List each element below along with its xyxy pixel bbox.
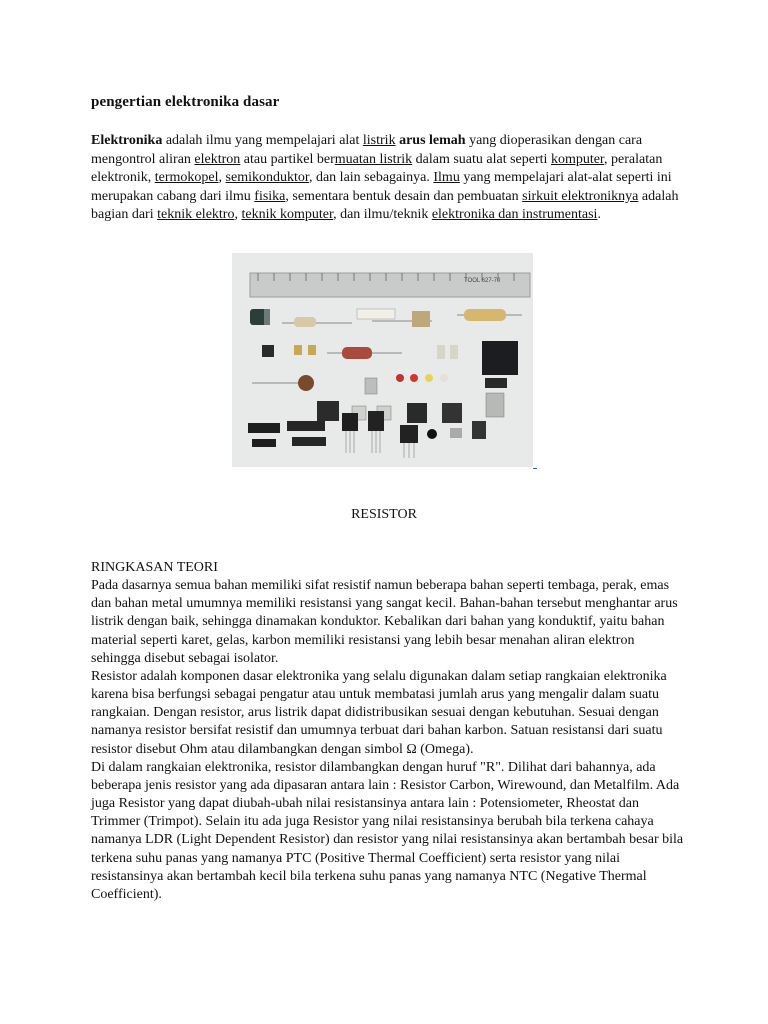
components-illustration bbox=[232, 253, 533, 467]
term-link[interactable]: teknik elektro bbox=[157, 207, 235, 223]
term-link[interactable]: sirkuit elektroniknya bbox=[522, 188, 639, 204]
section-heading: RESISTOR bbox=[351, 507, 417, 522]
theory-paragraph-2: Resistor adalah komponen dasar elektronika yang selalu digunakan dalam setiap rangkaian elektronika karena bisa berfungsi sebagai pengatur atau untuk membatasi jumlah arus yang mengalir dalam suatu rangkaian. Dengan resistor, arus listrik dapat didistribusikan sesuai dengan kebutuhan. Sesuai dengan namanya resistor bersifat resistif dan umumnya terbuat dari bahan karbon. Satuan resistansi dari suatu resistor disebut Ohm atau dilambangkan dengan simbol Ω (Omega). bbox=[91, 668, 667, 757]
intro-text: . bbox=[597, 207, 601, 223]
ruler-label: TOOL 627-70 bbox=[464, 278, 501, 284]
term-link[interactable]: semikonduktor bbox=[225, 170, 309, 186]
theory-paragraph-1: Pada dasarnya semua bahan memiliki sifat resistif namun beberapa bahan seperti tembaga, perak, emas dan bahan metal umumnya memiliki resistansi yang sangat kecil. Bahan-bahan tersebut menghantar arus listrik dengan baik, sehingga dinamakan konduktor. Kebalikan dari bahan yang konduktif, yaitu bahan material seperti karet, gelas, karbon memiliki resistansi yang lebih besar menahan aliran elektron sehingga disebut sebagai isolator. bbox=[91, 578, 678, 666]
intro-text: , bbox=[218, 170, 226, 186]
term-link[interactable]: listrik bbox=[362, 133, 396, 148]
term-link[interactable]: muatan listrik bbox=[334, 151, 413, 167]
intro-text: adalah bagian dari bbox=[91, 188, 679, 223]
image-link[interactable] bbox=[533, 456, 537, 469]
electronic-components-photo bbox=[232, 253, 533, 467]
bold-term: arus lemah bbox=[399, 133, 466, 148]
intro-text: yang dioperasikan dengan cara mengontrol aliran bbox=[91, 133, 643, 167]
intro-text: , dan lain sebagainya. bbox=[308, 170, 434, 186]
term-link[interactable]: elektronika dan instrumentasi bbox=[431, 207, 598, 223]
intro-text: , bbox=[234, 207, 242, 223]
bold-term: Elektronika bbox=[91, 133, 163, 148]
intro-text: dalam suatu alat seperti bbox=[412, 151, 551, 167]
intro-text: , sementara bentuk desain dan pembuatan bbox=[285, 188, 523, 204]
term-link[interactable]: teknik komputer bbox=[241, 207, 334, 223]
intro-text: adalah ilmu yang mempelajari alat bbox=[162, 133, 363, 148]
intro-text: atau partikel ber bbox=[240, 151, 335, 167]
term-link[interactable]: komputer bbox=[550, 151, 605, 167]
article-title: pengertian elektronika dasar bbox=[91, 94, 280, 110]
term-link[interactable]: termokopel bbox=[154, 170, 219, 186]
term-link[interactable]: elektron bbox=[194, 151, 241, 167]
intro-text: , dan ilmu/teknik bbox=[333, 207, 432, 223]
term-link[interactable]: Ilmu bbox=[433, 170, 460, 186]
intro-text: yang mempelajari alat-alat seperti ini merupakan cabang dari ilmu bbox=[91, 170, 672, 204]
intro-text: , peralatan elektronik, bbox=[91, 151, 663, 186]
theory-paragraph-3: Di dalam rangkaian elektronika, resistor dilambangkan dengan huruf "R". Dilihat dari bahannya, ada beberapa jenis resistor yang ada dipasaran antara lain : Resistor Carbon, Wirewound, dan Metalfilm. Ada juga Resistor yang dapat diubah-ubah nilai resistansinya antara lain : Potensiometer, Rheostat dan Trimmer (Trimpot). Selain itu ada juga Resistor yang nilai resistansinya berubah bila terkena cahaya namanya LDR (Light Dependent Resistor) dan resistor yang nilai resistansinya akan bertambah besar bila terkena suhu panas yang namanya PTC (Positive Thermal Coefficient) serta resistor yang nilai resistansinya akan bertambah kecil bila terkena suhu panas yang namanya NTC (Negative Thermal Coefficient). bbox=[91, 759, 684, 902]
intro-paragraph bbox=[91, 132, 686, 225]
theory-subheading: RINGKASAN TEORI bbox=[91, 560, 218, 575]
term-link[interactable]: fisika bbox=[254, 188, 286, 204]
theory-section bbox=[91, 559, 685, 904]
